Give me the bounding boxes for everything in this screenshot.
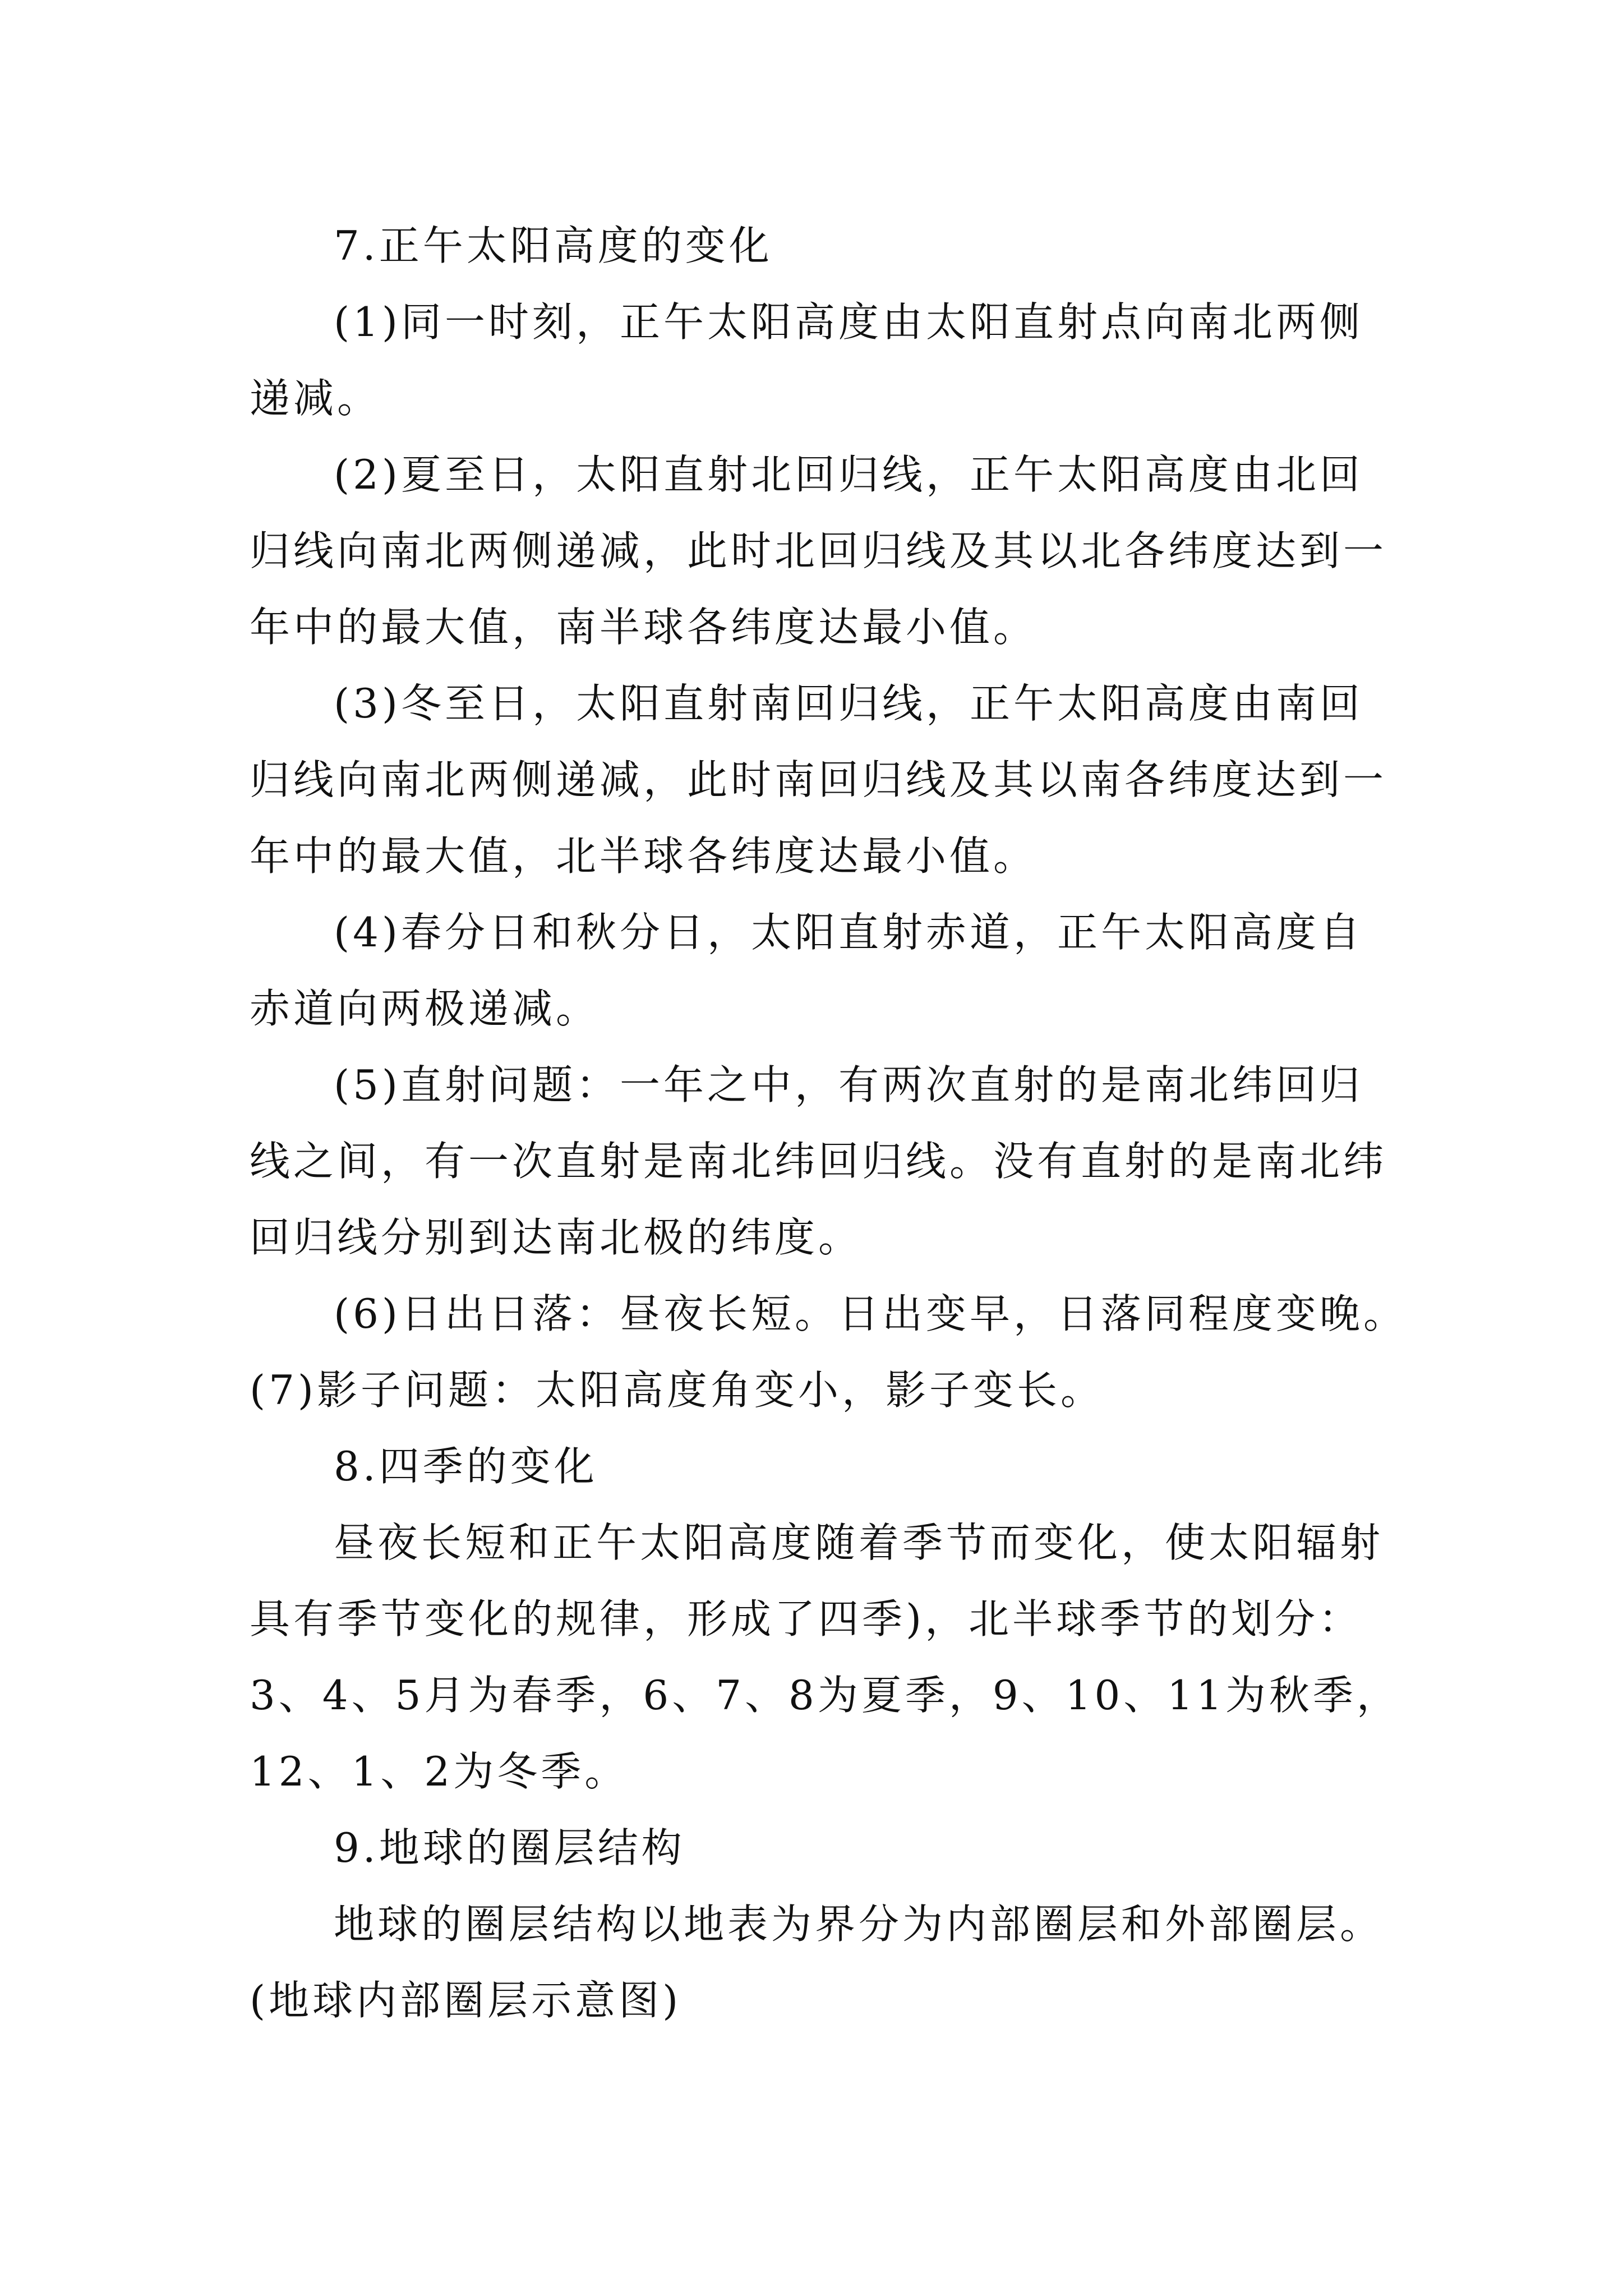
paragraph-line: (1)同一时刻，正午太阳高度由太阳直射点向南北两侧 xyxy=(334,298,1363,346)
paragraph-line: (3)冬至日，太阳直射南回归线，正午太阳高度由南回 xyxy=(334,680,1363,727)
paragraph-line: 回归线分别到达南北极的纬度。 xyxy=(250,1214,863,1261)
paragraph-line: 年中的最大值，北半球各纬度达最小值。 xyxy=(250,832,1038,880)
paragraph-line: 归线向南北两侧递减，此时北回归线及其以北各纬度达到一 xyxy=(250,527,1387,574)
paragraph-line: 线之间，有一次直射是南北纬回归线。没有直射的是南北纬 xyxy=(250,1138,1387,1185)
paragraph-line: 3、4、5月为春季，6、7、8为夏季，9、10、11为秋季， xyxy=(250,1672,1400,1719)
paragraph-line: (6)日出日落：昼夜长短。日出变早，日落同程度变晚。 xyxy=(334,1290,1407,1337)
paragraph-line: 递减。 xyxy=(250,375,381,422)
paragraph-line: (7)影子问题：太阳高度角变小，影子变长。 xyxy=(250,1366,1104,1414)
paragraph-line: (4)春分日和秋分日，太阳直射赤道，正午太阳高度自 xyxy=(334,909,1363,956)
paragraph-line: 12、1、2为冬季。 xyxy=(250,1748,629,1795)
section-heading-9: 9.地球的圈层结构 xyxy=(334,1824,685,1871)
paragraph-line: 具有季节变化的规律，形成了四季)，北半球季节的划分： xyxy=(250,1595,1363,1642)
figure-caption: (地球内部圈层示意图) xyxy=(250,1977,682,2024)
paragraph-line: (2)夏至日，太阳直射北回归线，正午太阳高度由北回 xyxy=(334,451,1363,498)
section-heading-7: 7.正午太阳高度的变化 xyxy=(334,222,773,269)
section-heading-8: 8.四季的变化 xyxy=(334,1443,598,1490)
paragraph-line: 归线向南北两侧递减，此时南回归线及其以南各纬度达到一 xyxy=(250,756,1387,803)
paragraph-line: 昼夜长短和正午太阳高度随着季节而变化，使太阳辐射 xyxy=(334,1519,1384,1566)
paragraph-line: 赤道向两极递减。 xyxy=(250,985,600,1032)
document-body xyxy=(250,208,1407,2039)
paragraph-line: 年中的最大值，南半球各纬度达最小值。 xyxy=(250,604,1038,651)
paragraph-line: (5)直射问题：一年之中，有两次直射的是南北纬回归 xyxy=(334,1061,1363,1108)
paragraph-line: 地球的圈层结构以地表为界分为内部圈层和外部圈层。 xyxy=(334,1901,1384,1948)
